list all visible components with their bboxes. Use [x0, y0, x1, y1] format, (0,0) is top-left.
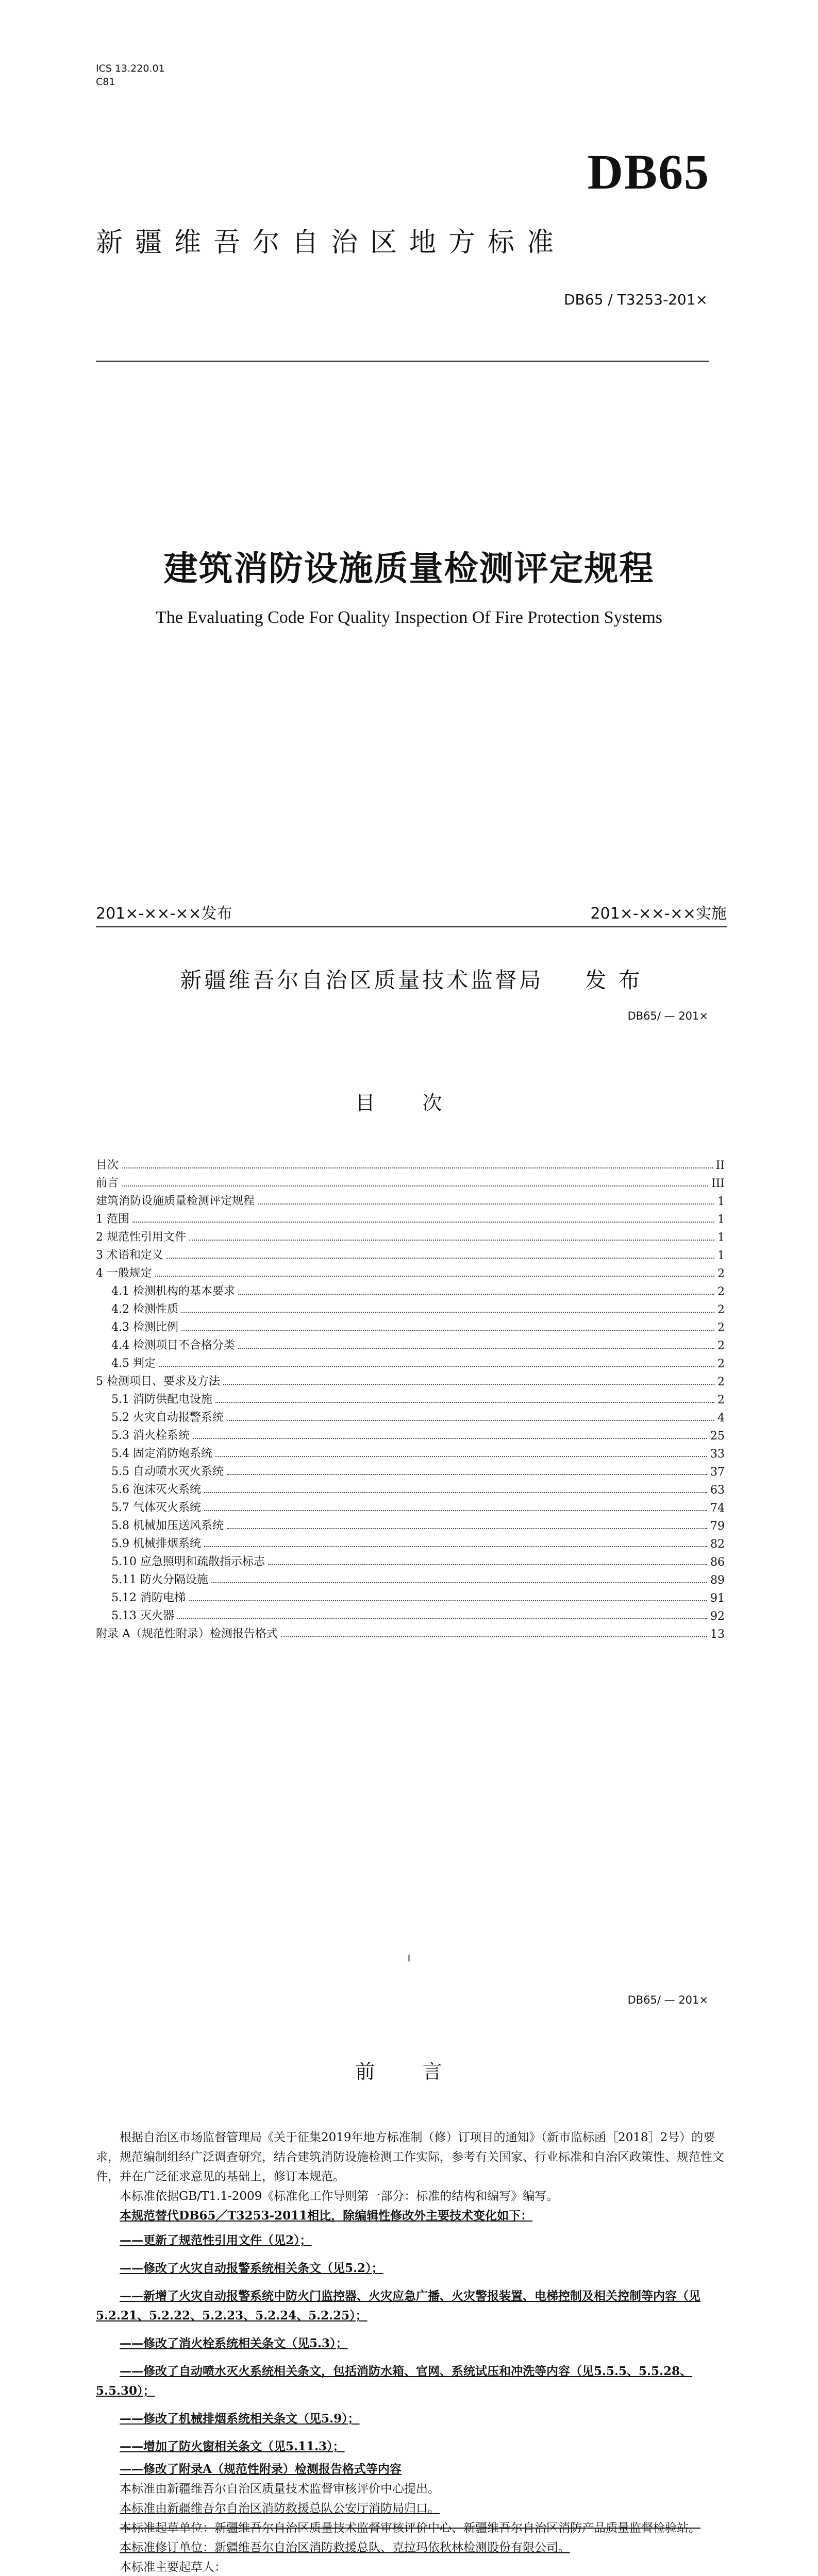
page-number: I	[407, 1953, 411, 1964]
toc-entry[interactable]	[96, 1388, 725, 1406]
foreword-paragraph: 本标准由新疆维吾尔自治区质量技术监督审核评价中心提出。	[120, 2482, 440, 2496]
toc-entry[interactable]	[96, 1461, 725, 1479]
toc-leader-dots	[215, 1456, 707, 1457]
toc-leader-dots	[189, 1240, 714, 1241]
toc-entry-page: 2	[717, 1340, 725, 1352]
toc-entry[interactable]	[96, 1334, 725, 1352]
toc-entry[interactable]	[96, 1172, 725, 1190]
foreword-paragraph: ——修改了机械排烟系统相关条文（见5.9）；	[120, 2412, 360, 2426]
toc-entry[interactable]	[96, 1352, 725, 1370]
foreword-paragraph: ——增加了防火窗相关条文（见5.11.3）；	[120, 2439, 345, 2453]
toc-entry-page: II	[715, 1159, 725, 1172]
publisher	[96, 963, 727, 994]
release-date: 201×-××-××发布	[96, 905, 232, 923]
toc-entry-label: 2 规范性引用文件	[96, 1231, 186, 1244]
toc-entry-label: 5.10 应急照明和疏散指示标志	[111, 1555, 265, 1568]
toc-entry-label: 附录 A（规范性附录）检测报告格式	[96, 1628, 278, 1640]
toc-leader-dots	[223, 1384, 714, 1385]
toc-entry-label: 5.5 自动喷水灭火系统	[111, 1465, 224, 1478]
toc-entry[interactable]	[96, 1497, 725, 1515]
toc-entry-label: 建筑消防设施质量检测评定规程	[96, 1195, 255, 1208]
toc-entry-page: III	[711, 1177, 725, 1190]
toc-entry-page: 2	[717, 1394, 725, 1406]
toc-entry-page: 1	[717, 1195, 725, 1208]
toc-entry-label: 5.4 固定消防炮系统	[111, 1447, 212, 1460]
toc-entry-page: 13	[710, 1628, 725, 1641]
toc-leader-dots	[215, 1402, 714, 1403]
toc-entry-page: 89	[710, 1574, 725, 1587]
toc-leader-dots	[227, 1474, 707, 1475]
toc-entry-page: 2	[717, 1321, 725, 1334]
toc-entry[interactable]	[96, 1569, 725, 1587]
toc-entry[interactable]	[96, 1262, 725, 1280]
toc-entry-label: 5.8 机械加压送风系统	[111, 1519, 224, 1532]
db-code: DB65	[587, 144, 710, 199]
toc-entry[interactable]	[96, 1515, 725, 1533]
toc-entry[interactable]	[96, 1533, 725, 1551]
toc-leader-dots	[227, 1420, 714, 1421]
toc-leader-dots	[238, 1348, 714, 1349]
foreword-title: 前 言	[355, 2060, 463, 2083]
toc-entry[interactable]	[96, 1443, 725, 1461]
toc-leader-dots	[211, 1582, 707, 1583]
date-divider	[96, 926, 727, 927]
toc-leader-dots	[258, 1204, 714, 1205]
toc-leader-dots	[204, 1546, 707, 1547]
toc-entry-page: 33	[710, 1448, 725, 1461]
toc-entry-page: 2	[717, 1358, 725, 1370]
toc-entry[interactable]	[96, 1298, 725, 1316]
toc-entry-label: 5.11 防火分隔设施	[111, 1573, 208, 1586]
toc-entry-label: 4.3 检测比例	[111, 1321, 178, 1334]
toc-entry-label: 4.5 判定	[111, 1357, 156, 1370]
toc-entry[interactable]	[96, 1154, 725, 1172]
ics-line: ICS 13.220.01	[96, 63, 165, 74]
toc-entry-label: 5.3 消火栓系统	[111, 1429, 190, 1442]
toc-entry-page: 86	[710, 1556, 725, 1569]
foreword-paragraph: 根据自治区市场监督管理局《关于征集2019年地方标准制（修）订项目的通知》（新市监标函［2018］2号）的要求，规范编制组经广泛调查研究，结合建筑消防设施检测工作实际，参考有关国家、行业标准和自治区政策性、规范性文件，并在广泛征求意见的基础上，修订本规范。	[96, 2131, 724, 2183]
toc-entry-label: 5 检测项目、要求及方法	[96, 1375, 220, 1388]
toc-entry-page: 25	[710, 1430, 725, 1443]
toc-entry-label: 目次	[96, 1159, 119, 1172]
toc-entry-page: 79	[710, 1520, 725, 1533]
toc-entry[interactable]	[96, 1190, 725, 1208]
toc-leader-dots	[166, 1258, 714, 1259]
toc-leader-dots	[159, 1366, 714, 1367]
toc-entry[interactable]	[96, 1208, 725, 1226]
ics-classification	[96, 62, 165, 89]
toc-leader-dots	[122, 1167, 713, 1168]
toc-leader-dots	[204, 1492, 707, 1493]
foreword-paragraph: 本标准起草单位：新疆维吾尔自治区质量技术监督审核评价中心、新疆维吾尔自治区消防产品质量监督检验站。	[120, 2521, 700, 2535]
toc-entry-label: 4.1 检测机构的基本要求	[111, 1285, 235, 1298]
toc-entry-page: 74	[710, 1502, 725, 1515]
toc-leader-dots	[181, 1312, 714, 1313]
toc-entry-label: 5.13 灭火器	[111, 1609, 174, 1622]
toc-entry[interactable]	[96, 1244, 725, 1262]
page-header-code: DB65/ — 201×	[627, 1010, 708, 1022]
toc-entry-label: 5.7 气体灭火系统	[111, 1501, 201, 1514]
foreword-paragraph: 本规范替代DB65／T3253-2011相比，除编辑性修改外主要技术变化如下：	[120, 2209, 533, 2223]
toc-entry-page: 1	[717, 1231, 725, 1244]
toc-leader-dots	[281, 1636, 707, 1637]
standard-number: DB65 / T3253-201×	[563, 291, 708, 308]
foreword-paragraph: ——修改了火灾自动报警系统相关条文（见5.2）；	[120, 2261, 383, 2275]
toc-leader-dots	[181, 1330, 714, 1331]
foreword-paragraph: ——修改了自动喷水灭火系统相关条文，包括消防水箱、官网、系统试压和冲洗等内容（见5.5.5、5.5.28、5.5.30）；	[96, 2364, 692, 2398]
toc-entry-label: 5.6 泡沫灭火系统	[111, 1483, 201, 1496]
effective-date: 201×-××-××实施	[590, 905, 727, 923]
toc-entry[interactable]	[96, 1551, 725, 1569]
document-title: 建筑消防设施质量检测评定规程	[163, 549, 655, 588]
toc-entry-label: 4.4 检测项目不合格分类	[111, 1339, 235, 1352]
foreword-body	[96, 2128, 725, 2576]
toc-entry-page: 37	[710, 1466, 725, 1479]
toc-leader-dots	[122, 1185, 708, 1187]
toc-entry[interactable]	[96, 1479, 725, 1497]
publisher-name: 新疆维吾尔自治区质量技术监督局	[180, 968, 544, 993]
toc-entry-page: 92	[710, 1610, 725, 1623]
foreword-paragraph: ——修改了消火栓系统相关条文（见5.3）；	[120, 2336, 348, 2350]
toc-entry-page: 1	[717, 1213, 725, 1226]
foreword-paragraph: ——新增了火灾自动报警系统中防火门监控器、火灾应急广播、火灾警报装置、电梯控制及相关控制等内容（见5.2.21、5.2.22、5.2.23、5.2.24、5.2.25）；	[96, 2289, 700, 2323]
toc-entry-page: 1	[717, 1249, 725, 1262]
document-title-english: The Evaluating Code For Quality Inspection Of Fire Protection Systems	[155, 608, 662, 627]
toc-entry[interactable]	[96, 1280, 725, 1298]
cover-divider	[96, 361, 709, 362]
publish-word: 发 布	[585, 968, 643, 993]
toc-entry-page: 2	[717, 1376, 725, 1388]
toc-leader-dots	[177, 1618, 707, 1619]
toc-leader-dots	[238, 1294, 714, 1295]
toc-leader-dots	[189, 1600, 707, 1601]
toc-entry-page: 91	[710, 1592, 725, 1605]
toc-entry[interactable]	[96, 1316, 725, 1334]
foreword-paragraph: ——修改了附录A（规范性附录）检测报告格式等内容	[120, 2462, 402, 2476]
standard-title: 新疆维吾尔自治区地方标准	[96, 227, 566, 258]
foreword-paragraph: 本标准修订单位：新疆维吾尔自治区消防救援总队、克拉玛依秋林检测股份有限公司。	[120, 2541, 570, 2554]
toc-leader-dots	[193, 1438, 707, 1439]
toc-entry-page: 4	[717, 1412, 725, 1425]
toc-entry[interactable]	[96, 1623, 725, 1641]
toc-entry-page: 63	[710, 1484, 725, 1497]
toc-leader-dots	[268, 1564, 707, 1565]
ccs-line: C81	[96, 76, 115, 88]
toc-entry-page: 2	[717, 1285, 725, 1298]
toc-entry[interactable]	[96, 1425, 725, 1443]
toc-entry[interactable]	[96, 1605, 725, 1623]
toc-leader-dots	[132, 1222, 714, 1223]
toc-entry-label: 4 一般规定	[96, 1267, 152, 1280]
foreword-paragraph: 本标准由新疆维吾尔自治区消防救援总队公安厅消防局归口。	[120, 2502, 440, 2515]
foreword-paragraph: ——更新了规范性引用文件（见2）；	[120, 2233, 312, 2247]
toc-entry-label: 5.1 消防供配电设施	[111, 1393, 212, 1406]
page-header-code: DB65/ — 201×	[627, 1994, 708, 2006]
date-row	[96, 901, 727, 923]
toc-leader-dots	[155, 1276, 714, 1277]
toc-entry-label: 3 术语和定义	[96, 1249, 163, 1262]
toc-entry-page: 2	[717, 1303, 725, 1316]
toc-entry-label: 5.12 消防电梯	[111, 1591, 186, 1604]
toc-entry-label: 1 范围	[96, 1213, 129, 1226]
toc-entry-label: 5.2 火灾自动报警系统	[111, 1411, 224, 1424]
toc-entry-page: 82	[710, 1538, 725, 1551]
toc-leader-dots	[204, 1510, 707, 1511]
toc-entry[interactable]	[96, 1226, 725, 1244]
toc-entry-label: 前言	[96, 1177, 119, 1190]
toc-entry[interactable]	[96, 1370, 725, 1388]
toc-entry[interactable]	[96, 1406, 725, 1425]
toc-entry-page: 2	[717, 1267, 725, 1280]
toc-entry-label: 5.9 机械排烟系统	[111, 1537, 201, 1550]
table-of-contents	[96, 1154, 725, 1641]
toc-leader-dots	[227, 1528, 707, 1529]
foreword-paragraph: 本标准依据GB/T1.1-2009《标准化工作导则第一部分：标准的结构和编写》编写。	[120, 2190, 559, 2203]
toc-entry[interactable]	[96, 1587, 725, 1605]
toc-entry-label: 4.2 检测性质	[111, 1303, 178, 1316]
foreword-paragraph: 本标准主要起草人：	[120, 2561, 226, 2574]
toc-title: 目 次	[355, 1092, 463, 1114]
